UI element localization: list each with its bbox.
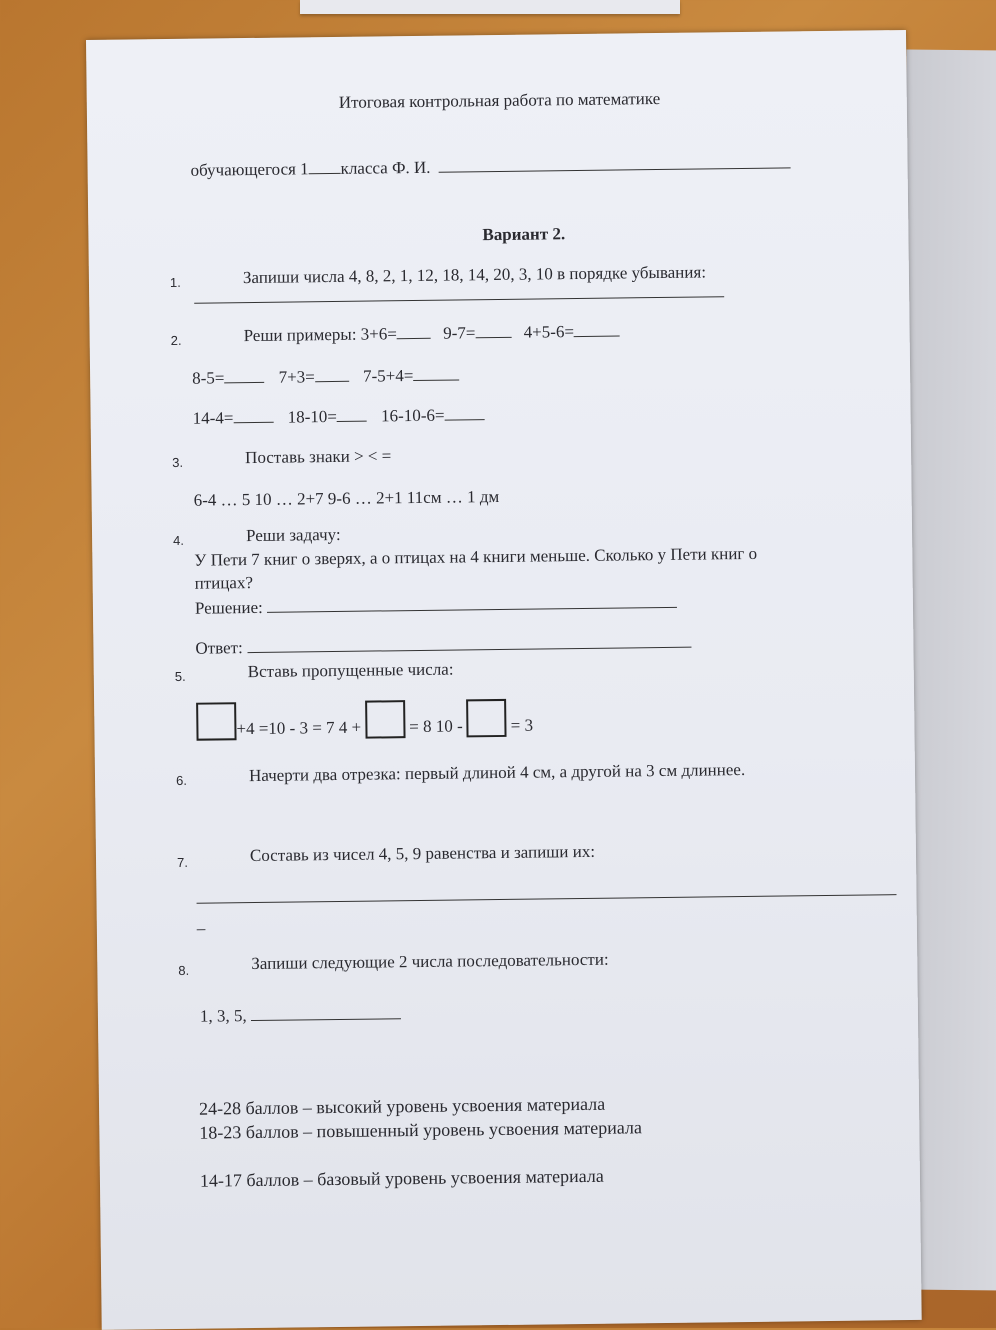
blank[interactable] xyxy=(413,379,459,381)
task-4-number: 4. xyxy=(173,532,185,548)
sequence-values: 1, 3, 5, xyxy=(199,1006,247,1026)
task-4-text: Реши задачу: xyxy=(245,524,341,546)
blank[interactable] xyxy=(233,422,273,423)
task-3-text: Поставь знаки > < = xyxy=(244,446,392,468)
page-title: Итоговая контрольная работа по математике xyxy=(338,88,661,112)
student-suffix: класса Ф. И. xyxy=(340,157,431,178)
example-7: 14-4= xyxy=(192,408,234,428)
blank[interactable] xyxy=(475,337,511,338)
example-4: 8-5= xyxy=(192,368,225,388)
example-6: 7-5+4= xyxy=(362,366,414,386)
task-5-text: Вставь пропущенные числа: xyxy=(247,659,454,682)
task-8-text: Запиши следующие 2 числа последовательности: xyxy=(251,949,609,974)
task-7-number: 7. xyxy=(176,854,188,870)
equation-part-1: +4 =10 - 3 = 7 4 + xyxy=(236,717,362,739)
sequence-blank[interactable] xyxy=(251,1018,401,1021)
task-3-number: 3. xyxy=(172,454,184,470)
example-3: 4+5-6= xyxy=(523,322,575,342)
blank[interactable] xyxy=(574,335,620,337)
example-9: 16-10-6= xyxy=(380,405,445,426)
task-4-answer xyxy=(195,633,691,659)
student-line xyxy=(190,153,790,180)
task-8-sequence xyxy=(200,1004,401,1026)
worksheet xyxy=(86,30,922,1330)
solution-label: Решение: xyxy=(194,597,263,618)
task-4-problem-line-2: птицах? xyxy=(194,573,254,593)
equation-part-2: = 8 10 - xyxy=(409,716,463,737)
answer-label: Ответ: xyxy=(195,638,243,658)
task-8-number: 8. xyxy=(178,962,190,978)
answer-box-3[interactable] xyxy=(466,699,506,737)
task-5-number: 5. xyxy=(174,668,186,684)
answer-box-1[interactable] xyxy=(196,702,236,740)
task-6-number: 6. xyxy=(175,772,187,788)
task-2-label: Реши примеры: xyxy=(243,324,357,346)
task-2-row-3 xyxy=(193,405,485,429)
example-2: 9-7= xyxy=(443,323,476,343)
blank[interactable] xyxy=(224,382,264,383)
equation-part-3: = 3 xyxy=(510,715,534,735)
blank[interactable] xyxy=(445,419,485,420)
task-5-equations xyxy=(196,699,533,741)
grading-base: 14-17 баллов – базовый уровень усвоения материала xyxy=(199,1165,604,1191)
background-paper-top xyxy=(300,0,680,14)
task-4-problem-line-1: У Пети 7 книг о зверях, а о птицах на 4 книги меньше. Сколько у Пети книг о xyxy=(194,543,758,570)
grading-raised: 18-23 баллов – повышенный уровень усвоения материала xyxy=(199,1117,643,1143)
blank[interactable] xyxy=(397,338,431,339)
blank[interactable] xyxy=(315,381,349,382)
blank[interactable] xyxy=(337,421,367,422)
task-3-items: 6-4 … 5 10 … 2+7 9-6 … 2+1 11см … 1 дм xyxy=(193,486,500,510)
answer-box-2[interactable] xyxy=(365,700,405,738)
solution-blank[interactable] xyxy=(267,607,677,613)
task-1-answer-line[interactable] xyxy=(194,296,724,303)
task-7-answer-line[interactable] xyxy=(197,894,897,904)
example-1: 3+6= xyxy=(360,324,398,344)
task-2-row-1 xyxy=(244,321,621,346)
task-6-text: Начерти два отрезка: первый длиной 4 см, а другой на 3 см длиннее. xyxy=(248,760,746,786)
task-2-number: 2. xyxy=(170,332,182,348)
student-prefix: обучающегося 1 xyxy=(190,159,309,180)
task-1-text: Запиши числа 4, 8, 2, 1, 12, 18, 14, 20, 3, 10 в порядке убывания: xyxy=(242,262,707,288)
task-7-dash: – xyxy=(196,918,206,938)
name-blank[interactable] xyxy=(439,167,791,172)
example-5: 7+3= xyxy=(278,367,315,387)
task-4-solution xyxy=(195,593,677,619)
task-1-number: 1. xyxy=(169,274,181,290)
variant-heading: Вариант 2. xyxy=(482,224,566,245)
class-blank[interactable] xyxy=(309,173,341,174)
grading-high: 24-28 баллов – высокий уровень усвоения материала xyxy=(198,1093,606,1119)
answer-blank[interactable] xyxy=(247,647,691,653)
example-8: 18-10= xyxy=(287,406,337,427)
task-2-row-2 xyxy=(192,365,460,388)
task-7-text: Составь из чисел 4, 5, 9 равенства и запиши их: xyxy=(249,841,596,866)
